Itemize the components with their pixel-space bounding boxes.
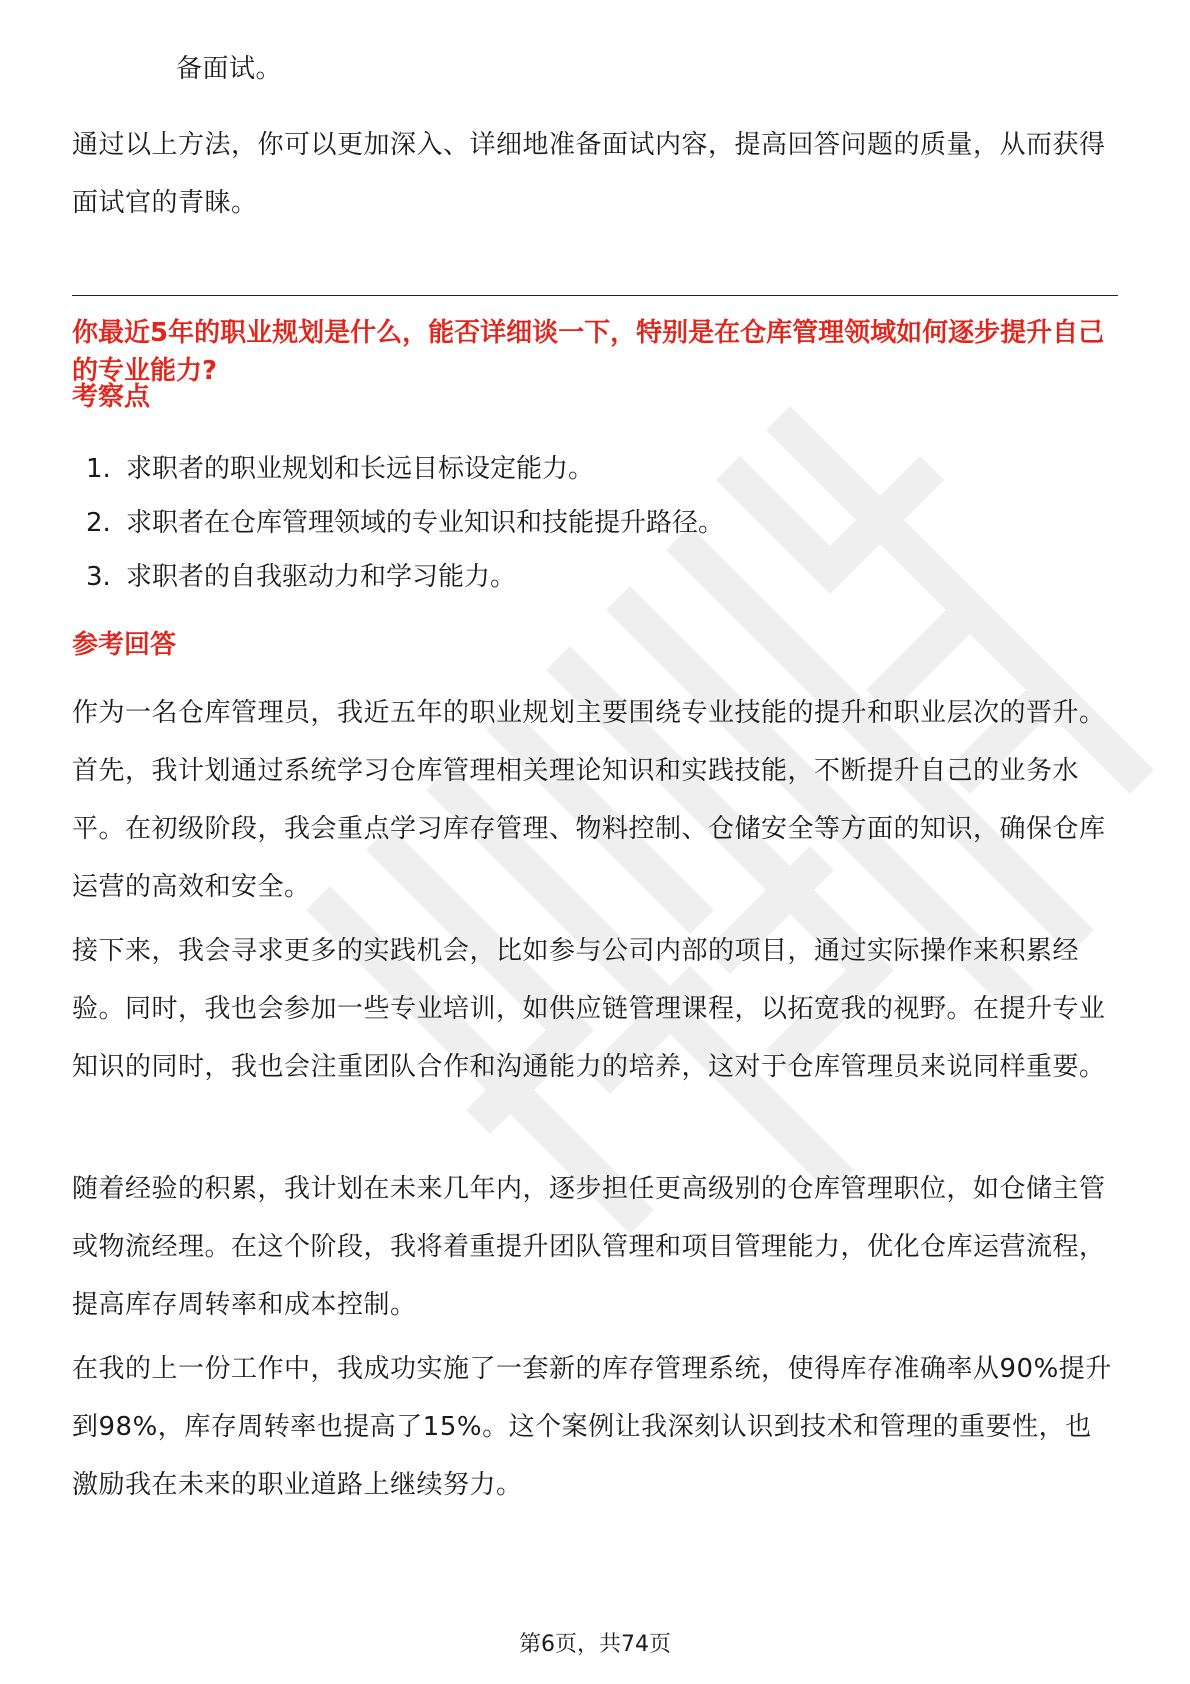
answer-paragraph: 作为一名仓库管理员，我近五年的职业规划主要围绕专业技能的提升和职业层次的晋升。首先，我计划通过系统学习仓库管理相关理论知识和实践技能，不断提升自己的业务水平。在初级阶段，我会重点学习库存管理、物料控制、仓储安全等方面的知识，确保仓库运营的高效和安全。 [72, 698, 1106, 902]
section-divider [72, 295, 1118, 296]
list-item-number: 2. [86, 508, 111, 538]
page-footer: 第6页，共74页 [519, 1632, 671, 1657]
list-item-text: 求职者的职业规划和长远目标设定能力。 [126, 454, 595, 484]
list-item [86, 506, 724, 540]
answer-paragraph: 接下来，我会寻求更多的实践机会，比如参与公司内部的项目，通过实际操作来积累经验。同时，我也会参加一些专业培训，如供应链管理课程，以拓宽我的视野。在提升专业知识的同时，我也会注重团队合作和沟通能力的培养，这对于仓库管理员来说同样重要。 [72, 936, 1106, 1082]
list-item [86, 560, 516, 594]
list-item-text: 求职者的自我驱动力和学习能力。 [126, 562, 517, 592]
list-item-number: 1. [86, 454, 111, 484]
summary-paragraph: 通过以上方法，你可以更加深入、详细地准备面试内容，提高回答问题的质量，从而获得面试官的青睐。 [72, 130, 1106, 218]
answer-paragraph: 随着经验的积累，我计划在未来几年内，逐步担任更高级别的仓库管理职位，如仓储主管或物流经理。在这个阶段，我将着重提升团队管理和项目管理能力，优化仓库运营流程，提高库存周转率和成本控制。 [72, 1174, 1106, 1320]
top-fragment: 备面试。 [176, 54, 283, 84]
examination-points-heading: 考察点 [72, 382, 151, 412]
reference-answer-heading: 参考回答 [72, 630, 177, 660]
answer-paragraph: 在我的上一份工作中，我成功实施了一套新的库存管理系统，使得库存准确率从90%提升到98%，库存周转率也提高了15%。这个案例让我深刻认识到技术和管理的重要性，也激励我在未来的职业道路上继续努力。 [72, 1354, 1112, 1500]
list-item-text: 求职者在仓库管理领域的专业知识和技能提升路径。 [126, 508, 725, 538]
question-title: 你最近5年的职业规划是什么，能否详细谈一下，特别是在仓库管理领域如何逐步提升自己的专业能力? [72, 318, 1105, 386]
list-item [86, 452, 594, 486]
list-item-number: 3. [86, 562, 111, 592]
